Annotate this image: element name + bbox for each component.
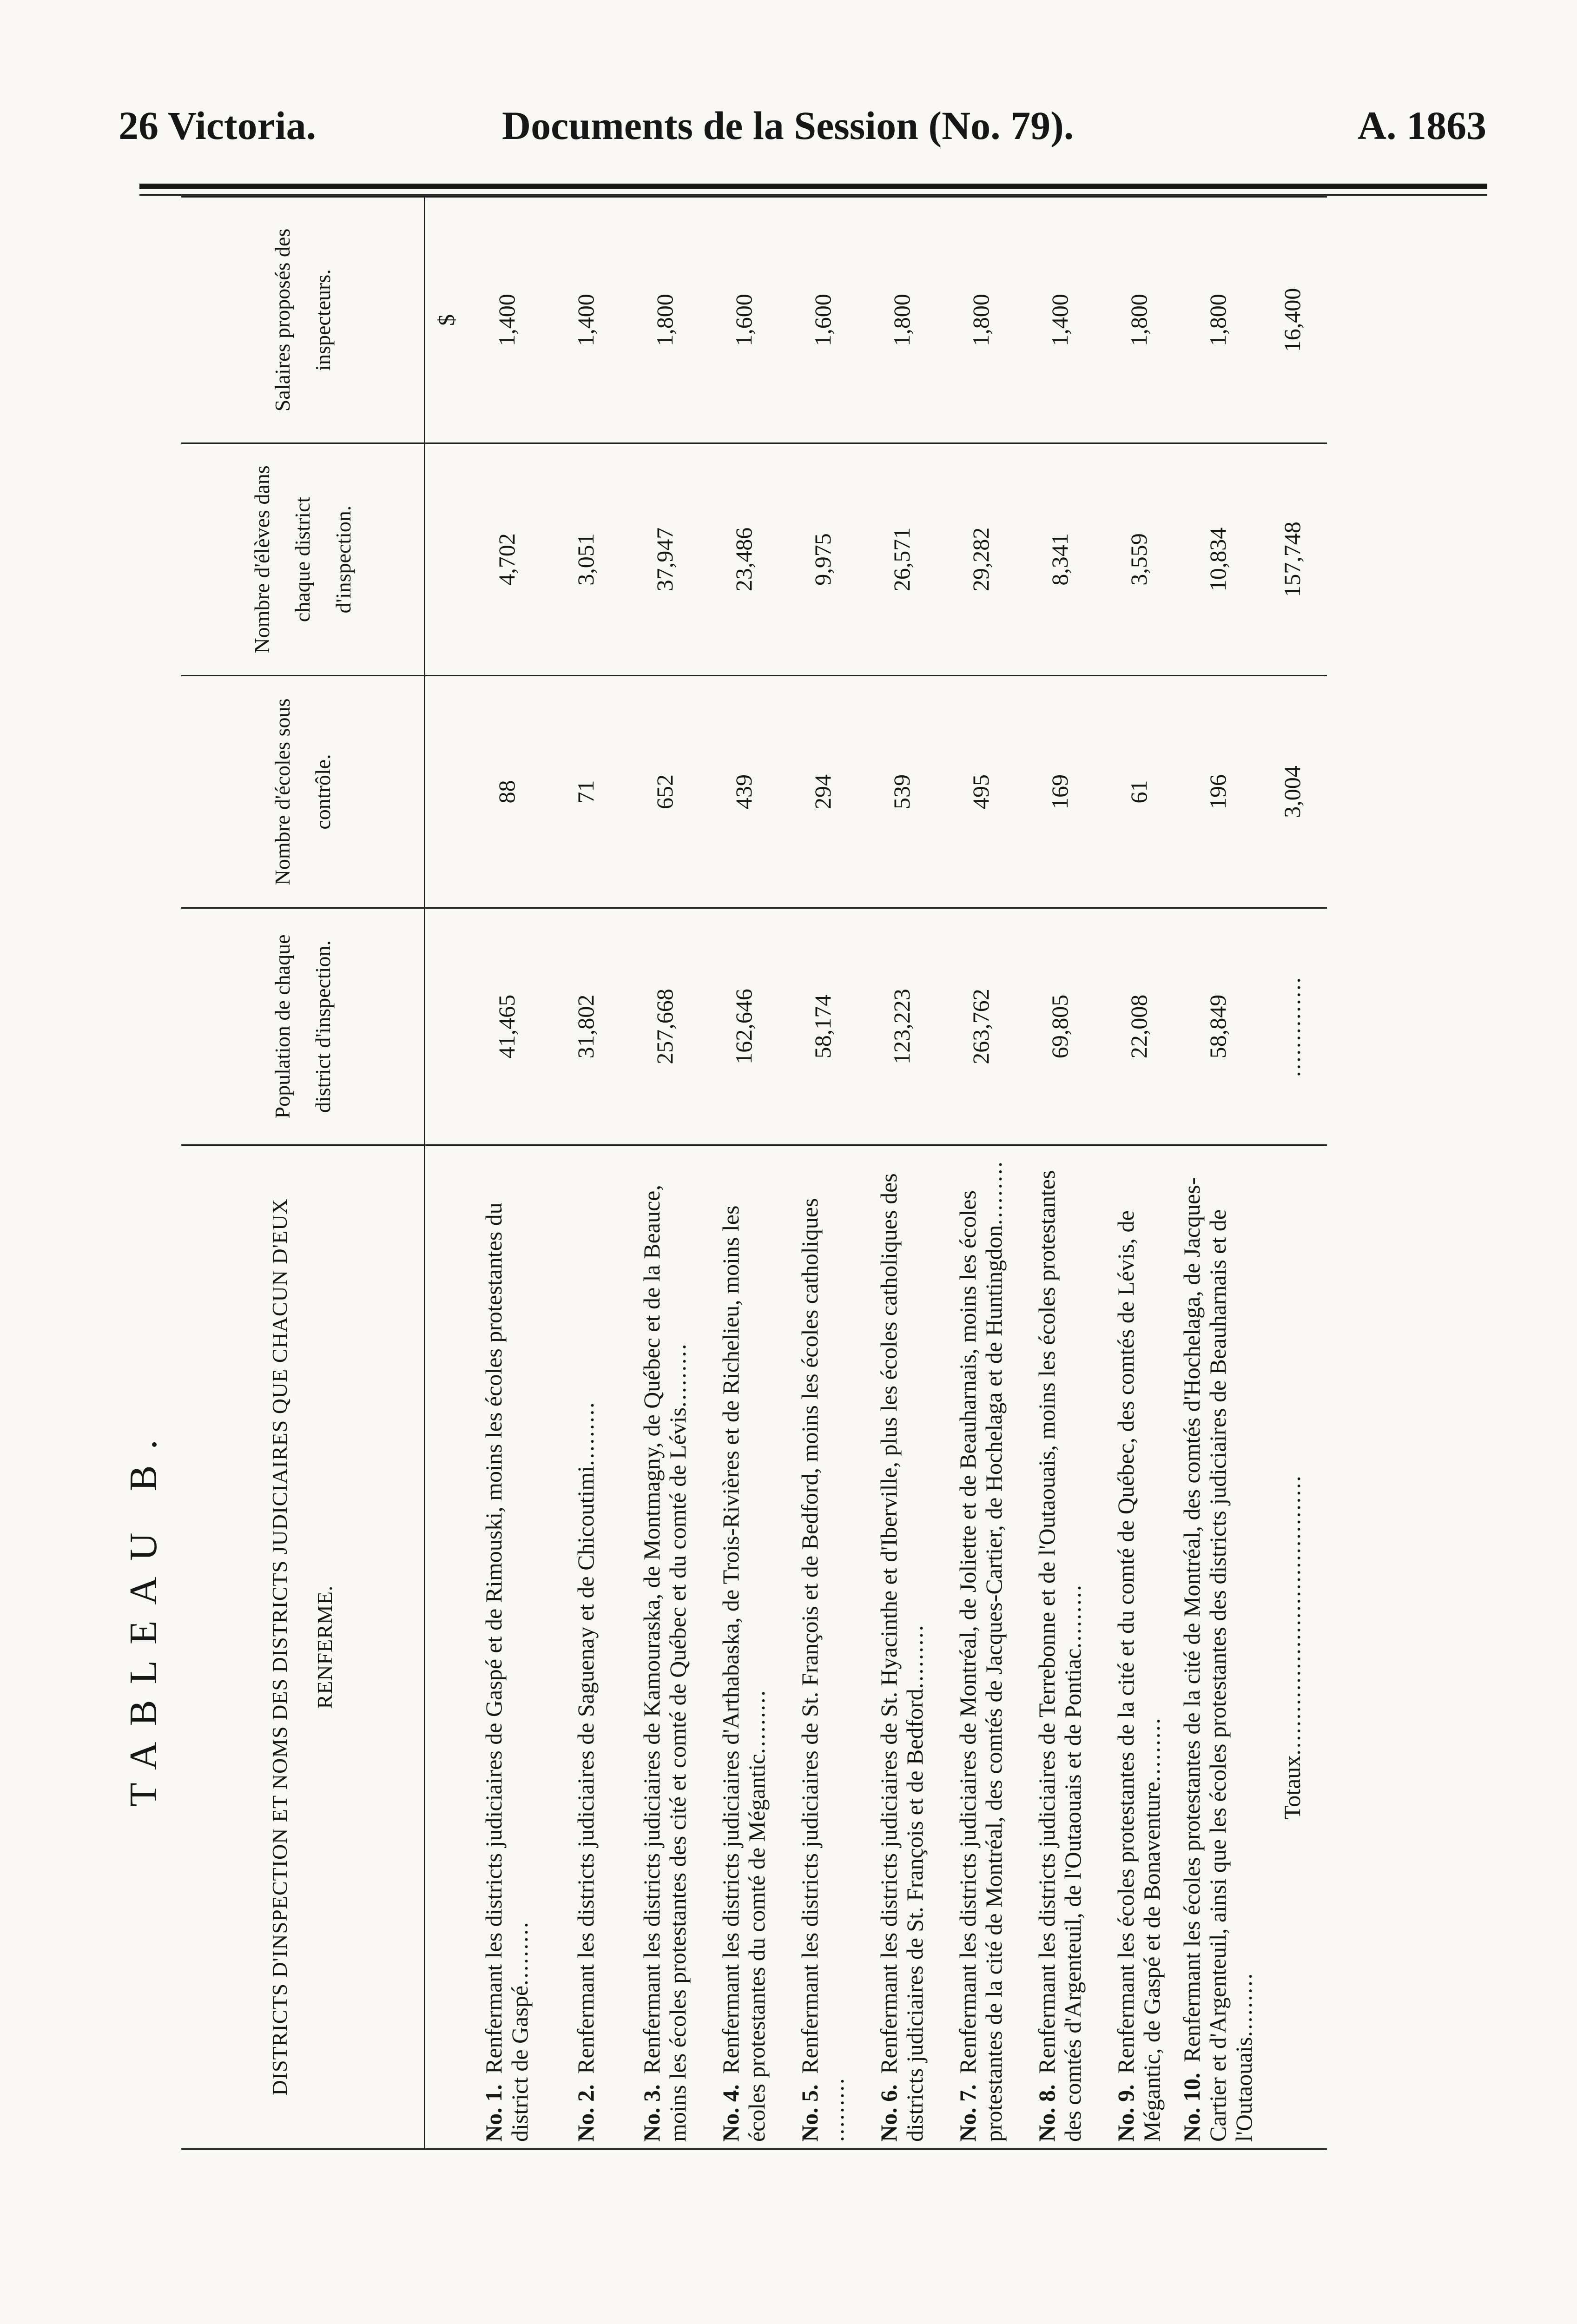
eleves-value: 3,559 (1099, 443, 1178, 676)
population-value: 162,646 (704, 908, 783, 1145)
table-row (1178, 197, 1257, 2149)
district-number: No. 7. (955, 2084, 981, 2142)
eleves-value: 29,282 (941, 443, 1020, 676)
inspection-districts-table (181, 196, 1327, 2150)
district-number: No. 3. (639, 2084, 665, 2142)
salaire-value: 1,800 (625, 197, 704, 443)
salaire-value: 1,600 (704, 197, 783, 443)
header-session-year: 26 Victoria. (119, 103, 317, 148)
col-header-ecoles: Nombre d'écoles sous contrôle. (181, 676, 425, 908)
leader-dots: ......... (1060, 1584, 1086, 1649)
district-number: No. 1. (481, 2084, 507, 2142)
district-description: Renfermant les districts judiciaires de Terrebonne et de l'Outaouais, moins les écoles protestantes des comtés d'Argenteuil, de l'Outaouais et de Pontiac (1034, 1170, 1086, 2142)
ecoles-value: 294 (783, 676, 862, 908)
eleves-value: 8,341 (1020, 443, 1099, 676)
eleves-value: 10,834 (1178, 443, 1257, 676)
district-description-cell (546, 1145, 625, 2149)
ecoles-value: 61 (1099, 676, 1178, 908)
ecoles-value: 88 (467, 676, 546, 908)
leader-dots: ......... (1231, 1972, 1257, 2037)
rotated-table-block (107, 198, 1478, 2150)
ecoles-value: 495 (941, 676, 1020, 908)
salaire-value: 1,800 (1099, 197, 1178, 443)
district-description: Renfermant les districts judiciaires de Montréal, de Joliette et de Beauharnais, moins les écoles protestantes de la cité de Montréal, des comtés de Jacques-Cartier, de Hochelaga et de Huntingdon (955, 1190, 1007, 2142)
district-description: Renfermant les districts judiciaires de Gaspé et de Rimouski, moins les écoles protestantes du district de Gaspé (481, 1202, 533, 2142)
currency-row-blank (425, 443, 468, 676)
district-description-cell (625, 1145, 704, 2149)
totals-population-cell (1257, 908, 1327, 1145)
table-row (1020, 197, 1099, 2149)
ecoles-value: 169 (1020, 676, 1099, 908)
table-row (941, 197, 1020, 2149)
totals-ecoles: 3,004 (1257, 676, 1327, 908)
table-row (467, 197, 546, 2149)
currency-row (425, 197, 468, 2149)
district-number: No. 9. (1113, 2084, 1139, 2142)
district-description-cell (467, 1145, 546, 2149)
col-header-salaires: Salaires proposés des inspecteurs. (181, 197, 425, 443)
table-row (1099, 197, 1178, 2149)
district-number: No. 4. (718, 2084, 744, 2142)
ecoles-value: 196 (1178, 676, 1257, 908)
ecoles-value: 71 (546, 676, 625, 908)
district-description: Renfermant les districts judiciaires de St. Hyacinthe et d'Iberville, plus les écoles catholiques des districts judiciaires de St. François et de Bedford (876, 1173, 928, 2142)
totals-salaire: 16,400 (1257, 197, 1327, 443)
table-header-row (181, 197, 425, 2149)
header-document-title: Documents de la Session (No. 79). (502, 103, 1074, 148)
district-description: Renfermant les districts judiciaires d'Arthabaska, de Trois-Rivières et de Richelieu, moins les écoles protestantes du comté de Mégantic (718, 1205, 770, 2142)
currency-symbol: $ (425, 197, 468, 443)
header-year: A. 1863 (1357, 103, 1486, 148)
ecoles-value: 652 (625, 676, 704, 908)
leader-dots: ......... (507, 1921, 533, 1986)
currency-row-blank (425, 908, 468, 1145)
eleves-value: 23,486 (704, 443, 783, 676)
population-value: 69,805 (1020, 908, 1099, 1145)
currency-row-blank (425, 676, 468, 908)
leader-dots: ......... (823, 2077, 849, 2142)
currency-row-blank (425, 1145, 468, 2149)
district-description: Renfermant les écoles protestantes de la cité et du comté de Québec, des comtés de Lévis, de Mégantic, de Gaspé et de Bonaventure (1113, 1210, 1165, 2142)
district-description: Renfermant les districts judiciaires de Saguenay et de Chicoutimi (573, 1466, 599, 2074)
col-header-eleves: Nombre d'élèves dans chaque district d'inspection. (181, 443, 425, 676)
district-description-cell (783, 1145, 862, 2149)
eleves-value: 9,975 (783, 443, 862, 676)
district-number: No. 2. (573, 2084, 599, 2142)
district-description-cell (1178, 1145, 1257, 2149)
population-value: 263,762 (941, 908, 1020, 1145)
district-number: No. 5. (797, 2084, 823, 2142)
table-row (625, 197, 704, 2149)
salaire-value: 1,400 (1020, 197, 1099, 443)
salaire-value: 1,800 (862, 197, 941, 443)
district-description-cell (1099, 1145, 1178, 2149)
district-description-cell (862, 1145, 941, 2149)
totals-label-cell (1257, 1145, 1327, 2149)
tableau-title: TABLEAU B. (122, 1424, 165, 1807)
district-number: No. 8. (1034, 2084, 1060, 2142)
leader-dots: ....................................... (1279, 1474, 1305, 1756)
salaire-value: 1,400 (467, 197, 546, 443)
leader-dots: ......... (902, 1624, 928, 1689)
population-value: 123,223 (862, 908, 941, 1145)
population-value: 31,802 (546, 908, 625, 1145)
leader-dots: ......... (1139, 1717, 1165, 1782)
district-description: Renfermant les districts judiciaires de St. François et de Bedford, moins les écoles catholiques (797, 1198, 823, 2074)
leader-dots: ......... (981, 1160, 1007, 1225)
col-header-districts: DISTRICTS D'INSPECTION ET NOMS DES DISTRICTS JUDICIAIRES QUE CHACUN D'EUX RENFERME. (181, 1145, 425, 2149)
district-description-cell (941, 1145, 1020, 2149)
salaire-value: 1,600 (783, 197, 862, 443)
eleves-value: 3,051 (546, 443, 625, 676)
district-description-cell (704, 1145, 783, 2149)
totals-row (1257, 197, 1327, 2149)
eleves-value: 4,702 (467, 443, 546, 676)
salaire-value: 1,800 (1178, 197, 1257, 443)
totals-label: Totaux (1279, 1755, 1305, 1820)
col-header-population: Population de chaque district d'inspection. (181, 908, 425, 1145)
salaire-value: 1,400 (546, 197, 625, 443)
district-number: No. 10. (1179, 2073, 1205, 2142)
district-description: Renfermant les districts judiciaires de Kamouraska, de Montmagny, de Québec et de la Beauce, moins les écoles protestantes des cité et comté de Québec et du comté de Lévis (639, 1185, 691, 2142)
population-value: 41,465 (467, 908, 546, 1145)
leader-dots: ......... (573, 1401, 599, 1466)
leader-dots: ......... (665, 1342, 691, 1407)
district-description: Renfermant les écoles protestantes de la cité de Montréal, des comtés d'Hochelaga, de Jacques-Cartier et d'Argenteuil, ainsi que les écoles protestantes des districts judiciaires de Beauharnais et de l'Outaouais (1179, 1177, 1257, 2142)
population-value: 22,008 (1099, 908, 1178, 1145)
population-value: 58,849 (1178, 908, 1257, 1145)
population-value: 58,174 (783, 908, 862, 1145)
eleves-value: 37,947 (625, 443, 704, 676)
salaire-value: 1,800 (941, 197, 1020, 443)
leader-dots: .............. (1279, 976, 1305, 1077)
header-rule-thin (139, 194, 1487, 196)
table-row (546, 197, 625, 2149)
table-row (862, 197, 941, 2149)
table-row (783, 197, 862, 2149)
eleves-value: 26,571 (862, 443, 941, 676)
ecoles-value: 439 (704, 676, 783, 908)
ecoles-value: 539 (862, 676, 941, 908)
district-description-cell (1020, 1145, 1099, 2149)
totals-eleves: 157,748 (1257, 443, 1327, 676)
district-number: No. 6. (876, 2084, 902, 2142)
leader-dots: ......... (744, 1689, 770, 1754)
table-row (704, 197, 783, 2149)
population-value: 257,668 (625, 908, 704, 1145)
header-rule-thick (139, 184, 1487, 189)
